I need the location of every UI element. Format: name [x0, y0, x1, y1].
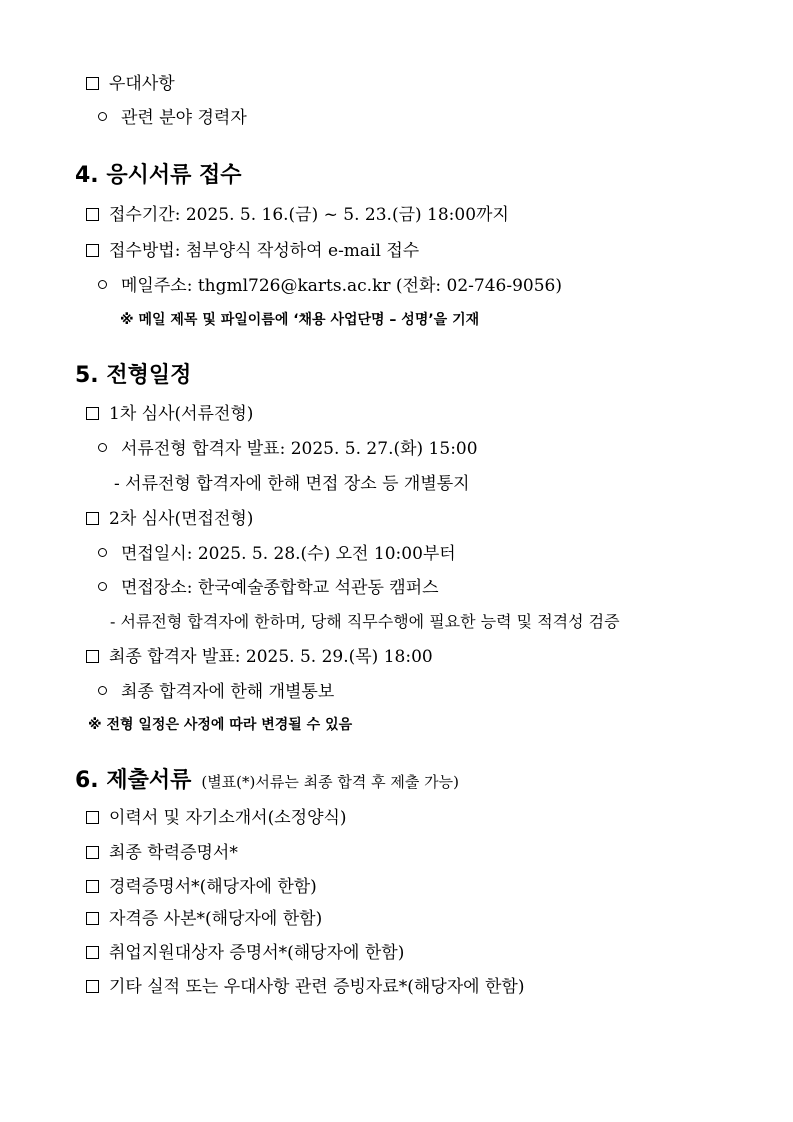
doc-item [86, 942, 404, 964]
final-text: 최종 합격자 발표: 2025. 5. 29.(목) 18:00 [109, 647, 433, 667]
round2-item [86, 508, 253, 530]
section4-note: ※ 메일 제목 및 파일이름에 ‘채용 사업단명 – 성명’을 기재 [120, 312, 480, 328]
section6-title: 6. 제출서류 [75, 768, 192, 793]
checkbox-square-icon [86, 650, 99, 663]
preference-detail-text: 관련 분야 경력자 [121, 108, 247, 128]
final-note-text: 최종 합격자에 한해 개별통보 [121, 682, 335, 702]
final-item [86, 646, 433, 668]
checkbox-square-icon [86, 980, 99, 993]
schedule-note: ※ 전형 일정은 사정에 따라 변경될 수 있음 [88, 717, 353, 733]
section4-method [86, 240, 419, 262]
preference-label: 우대사항 [109, 74, 175, 94]
circle-bullet-icon [98, 582, 107, 591]
section4-period [86, 204, 509, 226]
section5-heading: 5. 전형일정 [75, 363, 192, 388]
round2-place-text: 면접장소: 한국예술종합학교 석관동 캠퍼스 [121, 578, 439, 598]
doc-text: 이력서 및 자기소개서(소정양식) [109, 808, 347, 828]
round1-text: 1차 심사(서류전형) [109, 404, 254, 424]
round2-date-text: 면접일시: 2025. 5. 28.(수) 오전 10:00부터 [121, 544, 456, 564]
doc-item [86, 842, 238, 864]
circle-bullet-icon [98, 548, 107, 557]
round2-date [98, 543, 456, 565]
circle-bullet-icon [98, 112, 107, 121]
section4-heading: 4. 응시서류 접수 [75, 163, 242, 188]
circle-bullet-icon [98, 280, 107, 289]
checkbox-square-icon [86, 512, 99, 525]
round2-text: 2차 심사(면접전형) [109, 509, 254, 529]
doc-item [86, 807, 347, 829]
doc-text: 최종 학력증명서* [109, 843, 238, 863]
doc-item [86, 908, 322, 930]
checkbox-square-icon [86, 912, 99, 925]
doc-item [86, 976, 524, 998]
preference-item [86, 73, 175, 95]
checkbox-square-icon [86, 846, 99, 859]
round1-result [98, 438, 478, 460]
doc-text: 기타 실적 또는 우대사항 관련 증빙자료*(해당자에 한함) [109, 977, 525, 997]
method-text: 접수방법: 첨부양식 작성하여 e-mail 접수 [109, 241, 420, 261]
doc-text: 취업지원대상자 증명서*(해당자에 한함) [109, 943, 405, 963]
doc-item [86, 876, 317, 898]
section6-subtitle: (별표(*)서류는 최종 합격 후 제출 가능) [201, 773, 459, 791]
circle-bullet-icon [98, 443, 107, 452]
period-text: 접수기간: 2025. 5. 16.(금) ~ 5. 23.(금) 18:00까지 [109, 205, 509, 225]
email-text: 메일주소: thgml726@karts.ac.kr (전화: 02-746-9056) [121, 276, 562, 296]
section4-email [98, 275, 562, 297]
checkbox-square-icon [86, 407, 99, 420]
round2-place [98, 577, 439, 599]
checkbox-square-icon [86, 77, 99, 90]
doc-text: 경력증명서*(해당자에 한함) [109, 877, 317, 897]
checkbox-square-icon [86, 244, 99, 257]
checkbox-square-icon [86, 811, 99, 824]
circle-bullet-icon [98, 686, 107, 695]
round1-item [86, 403, 253, 425]
checkbox-square-icon [86, 208, 99, 221]
doc-text: 자격증 사본*(해당자에 한함) [109, 909, 323, 929]
section6-heading [75, 767, 459, 796]
round2-note: - 서류전형 합격자에 한하며, 당해 직무수행에 필요한 능력 및 적격성 검증 [110, 612, 620, 631]
round1-note: - 서류전형 합격자에 한해 면접 장소 등 개별통지 [114, 474, 470, 494]
checkbox-square-icon [86, 880, 99, 893]
final-note [98, 681, 334, 703]
preference-detail [98, 107, 247, 129]
round1-result-text: 서류전형 합격자 발표: 2025. 5. 27.(화) 15:00 [121, 439, 478, 459]
checkbox-square-icon [86, 946, 99, 959]
